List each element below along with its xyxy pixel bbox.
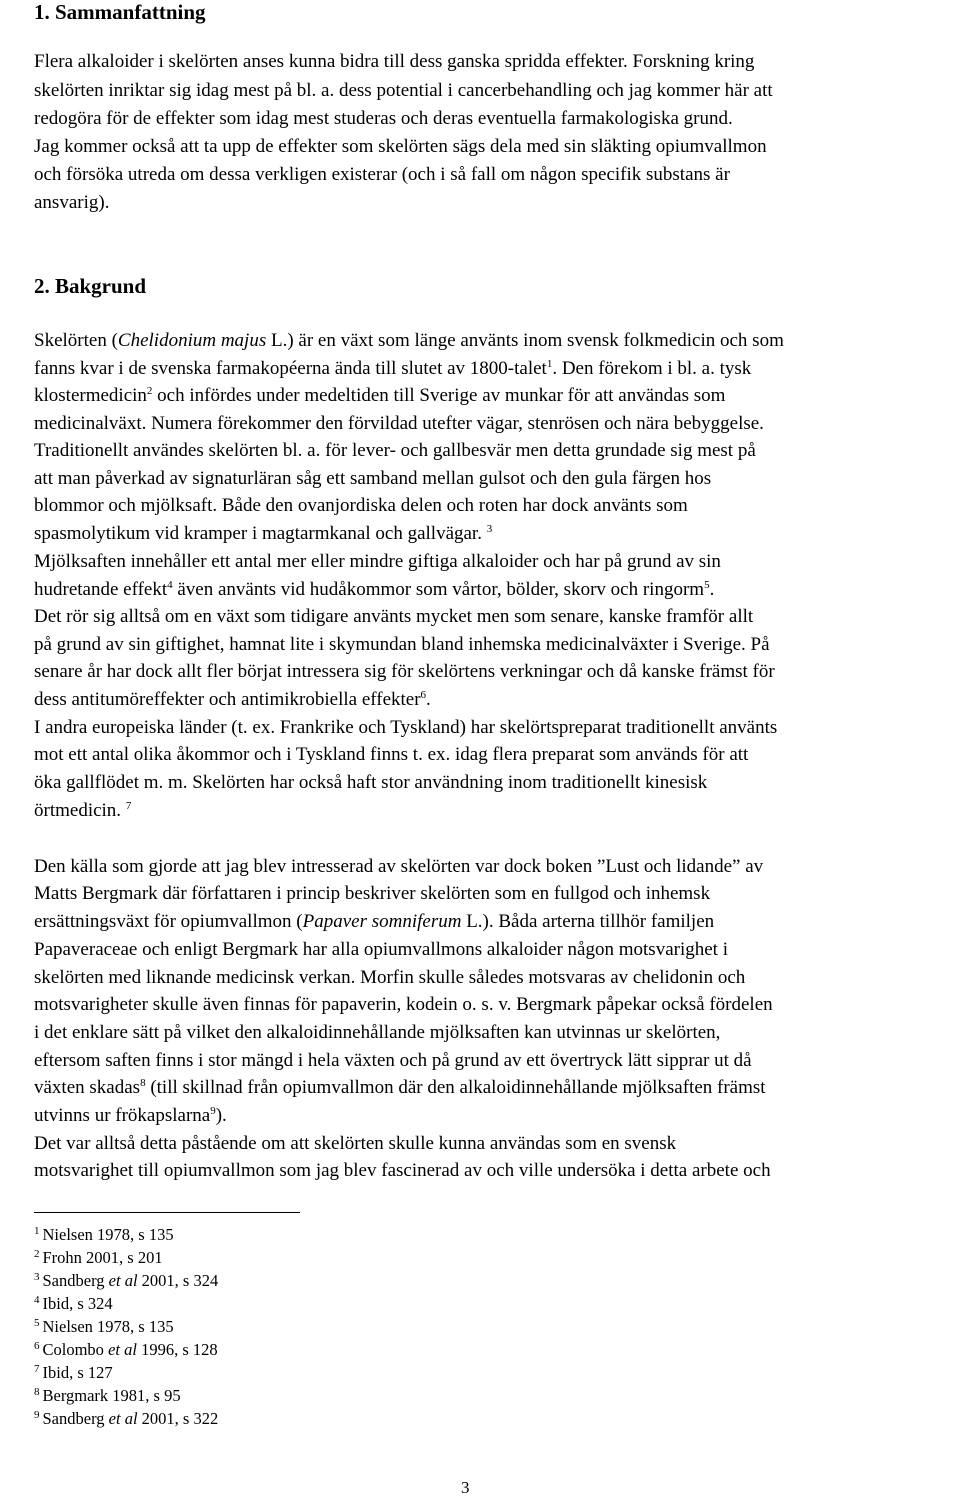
footnote-ref: 5	[704, 579, 710, 591]
text-line: öka gallflödet m. m. Skelörten har också haft stor användning inom traditionellt kinesisk	[34, 772, 708, 793]
text-line: och försöka utreda om dessa verkligen existerar (och i så fall om någon specifik substans är	[34, 164, 730, 185]
text-line: Papaveraceae och enligt Bergmark har alla opiumvallmons alkaloider någon motsvarighet i	[34, 939, 728, 960]
footnote: $^6$ Colombo et al 1996, s 128	[34, 1340, 218, 1359]
footnote-ref: 6	[420, 689, 427, 701]
text-line: Det var alltså detta påstående om att skelörten skulle kunna användas som en svensk	[34, 1133, 677, 1154]
text-line: Det rör sig alltså om en växt som tidigare använts mycket men som senare, kanske framför allt	[34, 606, 754, 627]
text-line: att man påverkad av signaturläran såg ett samband mellan gulsot och den gula färgen hos	[34, 468, 712, 489]
text-line: fanns kvar i de svenska farmakopéerna ända till slutet av 1800-talet$^1$. Den förekom i bl. a. tysk	[34, 358, 752, 379]
section-heading-sammanfattning: 1. Sammanfattning	[34, 0, 206, 24]
text-line: medicinalväxt. Numera förekommer den förvildad utefter vägar, stenrösen och nära bebyggelse.	[34, 413, 764, 434]
text-line: utvinns ur frökapslarna$^9$).	[34, 1105, 227, 1126]
text-line: skelörten med liknande medicinsk verkan. Morfin skulle således motsvaras av chelidonin och	[34, 967, 746, 988]
footnote: $^8$ Bergmark 1981, s 95	[34, 1386, 181, 1405]
text-line: senare år har dock allt fler börjat intressera sig för skelörtens verkningar och då kanske främst för	[34, 661, 775, 682]
text-line: spasmolytikum vid kramper i magtarmkanal och gallvägar. $^3$	[34, 523, 493, 544]
footnote-ref: 3	[486, 523, 493, 535]
footnote-ref: 2	[146, 385, 153, 397]
footnote: $^7$ Ibid, s 127	[34, 1363, 113, 1382]
text-line: ersättningsväxt för opiumvallmon (Papaver somniferum L.). Båda arterna tillhör familjen	[34, 911, 715, 932]
text-line: motsvarigheter skulle även finnas för papaverin, kodein o. s. v. Bergmark påpekar också fördelen	[34, 994, 773, 1015]
text-line: i det enklare sätt på vilket den alkaloidinnehållande mjölksaften kan utvinnas ur skelörten,	[34, 1022, 721, 1043]
text-line: klostermedicin$^2$ och infördes under medeltiden till Sverige av munkar för att användas som	[34, 385, 726, 406]
page-number: 3	[461, 1478, 470, 1497]
text-line: Mjölksaften innehåller ett antal mer eller mindre giftiga alkaloider och har på grund av sin	[34, 551, 721, 572]
footnote-ref: 1	[546, 358, 553, 370]
text-line: motsvarighet till opiumvallmon som jag blev fascinerad av och ville undersöka i detta arbete och	[34, 1160, 771, 1181]
footnote-separator	[34, 1212, 300, 1213]
text-line: Den källa som gjorde att jag blev intresserad av skelörten var dock boken ”Lust och lidande” av	[34, 856, 764, 877]
footnote: $^3$ Sandberg et al 2001, s 324	[34, 1271, 219, 1290]
section-heading-bakgrund: 2. Bakgrund	[34, 274, 147, 298]
text-line: skelörten inriktar sig idag mest på bl. a. dess potential i cancerbehandling och jag kommer här att	[34, 80, 773, 101]
footnote: $^4$ Ibid, s 324	[34, 1294, 113, 1313]
text-line: på grund av sin giftighet, hamnat lite i skymundan bland inhemska medicinalväxter i Sverige. På	[34, 634, 770, 655]
text-line: örtmedicin. $^7$	[34, 800, 132, 821]
footnote: $^5$ Nielsen 1978, s 135	[34, 1317, 174, 1336]
text-line: redogöra för de effekter som idag mest studeras och deras eventuella farmakologiska grund.	[34, 108, 733, 129]
footnote: $^2$ Frohn 2001, s 201	[34, 1248, 163, 1267]
text-line: dess antitumöreffekter och antimikrobiella effekter$^6$.	[34, 689, 431, 710]
text-line: eftersom saften finns i stor mängd i hela växten och på grund av ett övertryck lätt sipprar ut då	[34, 1050, 752, 1071]
footnote-ref: 9	[210, 1105, 216, 1117]
footnote-ref: 4	[167, 579, 173, 591]
latin-name: Papaver somniferum	[302, 911, 462, 932]
footnote: $^1$ Nielsen 1978, s 135	[34, 1225, 174, 1244]
text-line: växten skadas$^8$ (till skillnad från opiumvallmon där den alkaloidinnehållande mjölksaften främst	[34, 1077, 766, 1098]
text-line: Skelörten (Chelidonium majus L.) är en växt som länge använts inom svensk folkmedicin och som	[34, 330, 784, 351]
text-line: Jag kommer också att ta upp de effekter som skelörten sägs dela med sin släkting opiumvallmon	[34, 136, 767, 157]
text-line: I andra europeiska länder (t. ex. Frankrike och Tyskland) har skelörtspreparat traditionellt använts	[34, 717, 778, 738]
text-line: hudretande effekt$^4$ även använts vid hudåkommor som vårtor, bölder, skorv och ringorm$^5$.	[34, 579, 715, 600]
text-line: ansvarig).	[34, 192, 110, 213]
latin-name: Chelidonium majus	[117, 330, 267, 351]
footnote-ref: 7	[125, 800, 132, 812]
text-line: Matts Bergmark där författaren i princip beskriver skelörten som en fullgod och inhemsk	[34, 883, 711, 904]
text-line: mot ett antal olika åkommor och i Tyskland finns t. ex. idag flera preparat som används för att	[34, 744, 749, 765]
text-line: blommor och mjölksaft. Både den ovanjordiska delen och roten har dock använts som	[34, 495, 688, 516]
text-line: Flera alkaloider i skelörten anses kunna bidra till dess ganska spridda effekter. Forskning kring	[34, 51, 755, 72]
footnote: $^9$ Sandberg et al 2001, s 322	[34, 1409, 219, 1428]
text-line: Traditionellt användes skelörten bl. a. för lever- och gallbesvär men detta grundade sig mest på	[34, 440, 756, 461]
footnote-ref: 8	[140, 1077, 146, 1089]
